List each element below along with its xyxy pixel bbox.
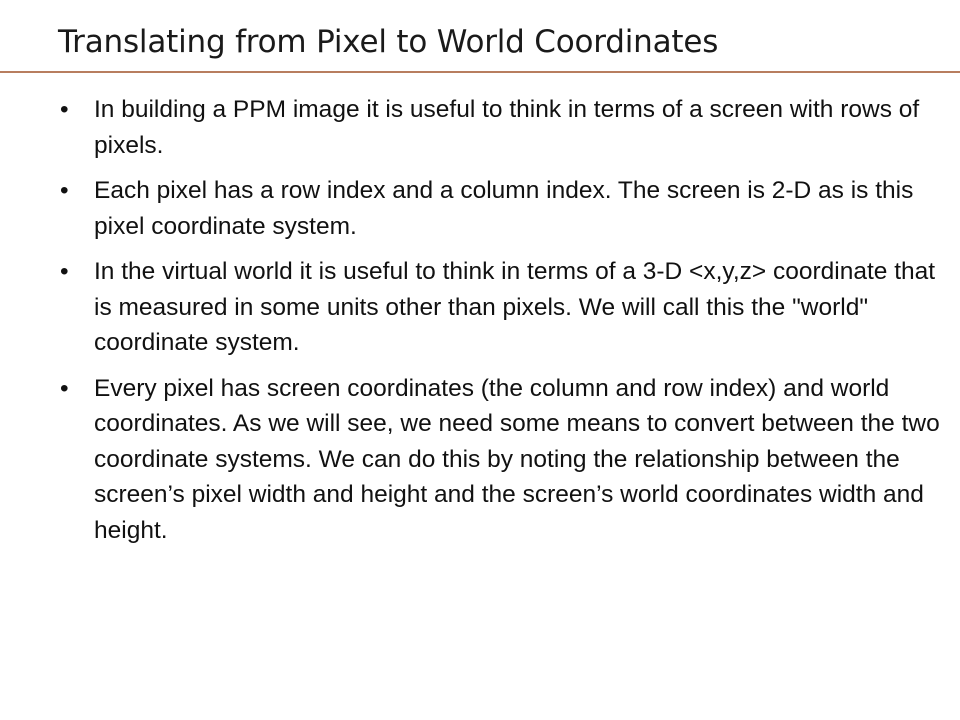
bullet-text: Every pixel has screen coordinates (the column and row index) and world coordinates. As we will see, we need some means to convert between the two coordinate systems. We can do this by noting the relationship between the screen’s pixel width and height and the screen’s world coordinates width and height. — [94, 374, 940, 544]
slide-title: Translating from Pixel to World Coordinates — [58, 24, 719, 60]
bullet-item — [58, 371, 948, 549]
bullet-text: In building a PPM image it is useful to think in terms of a screen with rows of pixels. — [94, 96, 920, 159]
bullet-text: In the virtual world it is useful to think in terms of a 3-D <x,y,z> coordinate that is measured in some units other than pixels. We will call this the "world" coordinate system. — [94, 258, 936, 356]
bullet-icon: • — [60, 96, 69, 123]
title-divider — [0, 71, 960, 73]
bullet-item — [58, 254, 948, 361]
bullet-item — [58, 173, 948, 244]
bullet-list — [58, 92, 948, 558]
bullet-text: Each pixel has a row index and a column index. The screen is 2-D as is this pixel coordinate system. — [94, 177, 914, 240]
bullet-icon: • — [60, 374, 69, 402]
bullet-item — [58, 92, 948, 163]
bullet-icon: • — [60, 177, 69, 204]
bullet-icon: • — [60, 258, 69, 285]
